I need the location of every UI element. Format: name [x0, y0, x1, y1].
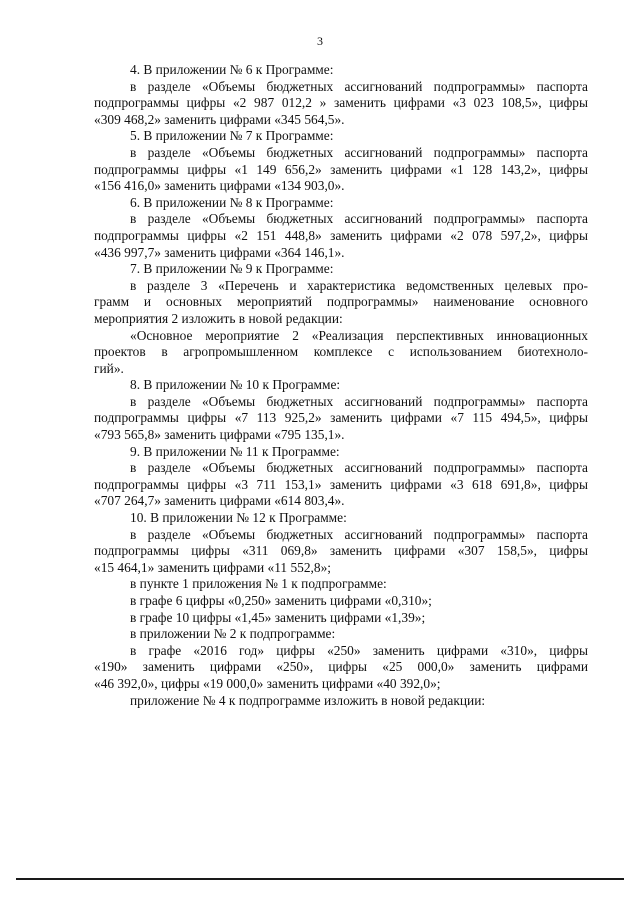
- text-line: подпрограммы цифры «1 149 656,2» заменить цифрами «1 128 143,2», цифры: [94, 161, 588, 177]
- text-line: грамм и основных мероприятий подпрограммы» наименование основного: [94, 294, 588, 310]
- text-line: подпрограммы цифры «311 069,8» заменить цифрами «307 158,5», цифры: [94, 543, 588, 559]
- document-body: [94, 62, 588, 709]
- text-line: 6. В приложении № 8 к Программе:: [130, 194, 334, 210]
- text-line: мероприятия 2 изложить в новой редакции:: [94, 310, 343, 326]
- text-line: 7. В приложении № 9 к Программе:: [130, 261, 334, 277]
- text-line: 9. В приложении № 11 к Программе:: [130, 443, 340, 459]
- text-line: «436 997,7» заменить цифрами «364 146,1».: [94, 244, 345, 260]
- text-line: в разделе «Объемы бюджетных ассигнований подпрограммы» паспорта: [130, 460, 588, 476]
- text-line: «Основное мероприятие 2 «Реализация перспективных инновационных: [130, 327, 588, 343]
- text-line: подпрограммы цифры «3 711 153,1» заменить цифрами «3 618 691,8», цифры: [94, 476, 588, 492]
- text-line: «707 264,7» заменить цифрами «614 803,4».: [94, 493, 345, 509]
- page-number: 3: [317, 34, 323, 48]
- text-line: 10. В приложении № 12 к Программе:: [130, 510, 347, 526]
- text-line: в разделе 3 «Перечень и характеристика ведомственных целевых про-: [130, 277, 588, 293]
- text-line: в разделе «Объемы бюджетных ассигнований подпрограммы» паспорта: [130, 211, 588, 227]
- text-line: 8. В приложении № 10 к Программе:: [130, 377, 341, 393]
- text-line: подпрограммы цифры «7 113 925,2» заменить цифрами «7 115 494,5», цифры: [94, 410, 588, 426]
- bottom-border-line: [16, 878, 624, 880]
- text-line: подпрограммы цифры «2 151 448,8» заменить цифрами «2 078 597,2», цифры: [94, 227, 588, 243]
- text-line: гий».: [94, 360, 124, 376]
- text-line: в разделе «Объемы бюджетных ассигнований подпрограммы» паспорта: [130, 144, 588, 160]
- text-line: в разделе «Объемы бюджетных ассигнований подпрограммы» паспорта: [130, 393, 588, 409]
- text-line: в пункте 1 приложения № 1 к подпрограмме:: [130, 576, 387, 592]
- text-line: «156 416,0» заменить цифрами «134 903,0».: [94, 178, 345, 194]
- text-line: «46 392,0», цифры «19 000,0» заменить цифрами «40 392,0»;: [94, 675, 441, 691]
- text-line: в графе 10 цифры «1,45» заменить цифрами «1,39»;: [130, 609, 426, 625]
- text-line: 4. В приложении № 6 к Программе:: [130, 62, 334, 77]
- text-line: подпрограммы цифры «2 987 012,2 » заменить цифрами «3 023 108,5», цифры: [94, 95, 588, 111]
- text-line: 5. В приложении № 7 к Программе:: [130, 128, 334, 144]
- text-line: приложение № 4 к подпрограмме изложить в новой редакции:: [130, 692, 486, 708]
- text-line: «793 565,8» заменить цифрами «795 135,1».: [94, 427, 345, 443]
- text-line: в разделе «Объемы бюджетных ассигнований подпрограммы» паспорта: [130, 526, 588, 542]
- text-line: проектов в агропромышленном комплексе с использованием биотехноло-: [94, 344, 588, 360]
- text-line: в приложении № 2 к подпрограмме:: [130, 626, 336, 642]
- text-line: «15 464,1» заменить цифрами «11 552,8»;: [94, 559, 332, 575]
- text-line: в графе «2016 год» цифры «250» заменить цифрами «310», цифры: [130, 642, 588, 658]
- text-line: «309 468,2» заменить цифрами «345 564,5».: [94, 111, 345, 127]
- text-line: «190» заменить цифрами «250», цифры «25 000,0» заменить цифрами: [94, 659, 588, 675]
- text-line: в разделе «Объемы бюджетных ассигнований подпрограммы» паспорта: [130, 78, 588, 94]
- text-line: в графе 6 цифры «0,250» заменить цифрами «0,310»;: [130, 593, 432, 608]
